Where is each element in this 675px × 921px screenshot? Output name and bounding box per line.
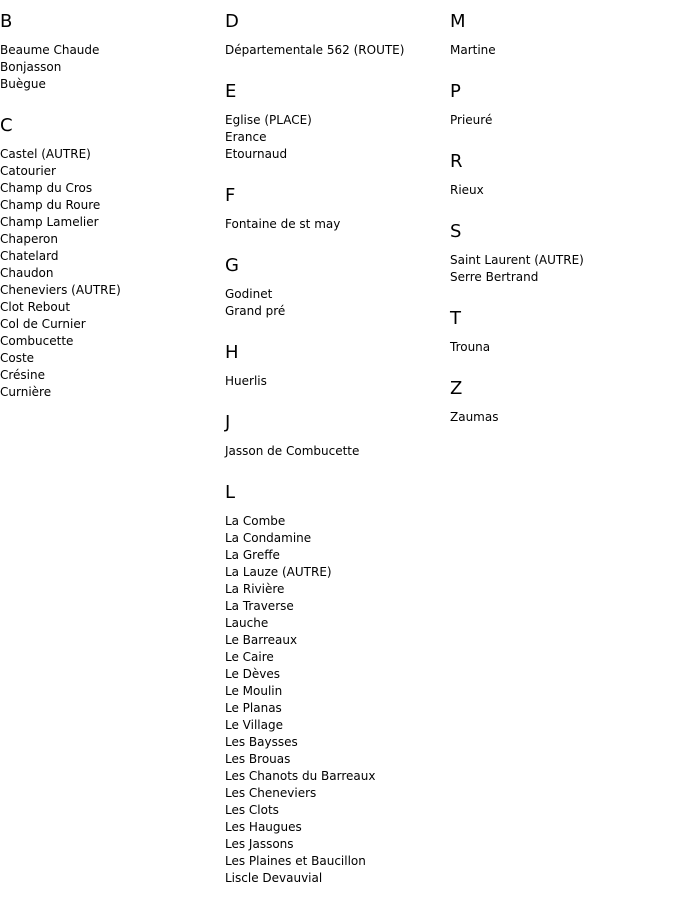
place-link[interactable]: Le Moulin [225, 684, 283, 698]
letter-heading: P [450, 81, 461, 102]
place-list [225, 513, 450, 887]
place-link[interactable]: Erance [225, 130, 267, 144]
place-link[interactable]: Les Baysses [225, 735, 298, 749]
letter-group [450, 11, 675, 59]
place-link[interactable]: Champ du Roure [0, 198, 101, 212]
letter-group [450, 308, 675, 356]
place-link[interactable]: Rieux [450, 183, 484, 197]
place-link[interactable]: Le Planas [225, 701, 282, 715]
letter-heading: J [225, 412, 231, 433]
place-link[interactable]: Castel (AUTRE) [0, 147, 91, 161]
place-link[interactable]: Départementale 562 (ROUTE) [225, 43, 405, 57]
place-link[interactable]: Godinet [225, 287, 273, 301]
index-column-1 [0, 0, 225, 401]
place-link[interactable]: Le Barreaux [225, 633, 298, 647]
place-list [450, 182, 675, 199]
place-list [225, 42, 450, 59]
letter-group [225, 185, 450, 233]
place-link[interactable]: Bonjasson [0, 60, 62, 74]
place-list [0, 146, 225, 401]
place-link[interactable]: Les Clots [225, 803, 279, 817]
letter-heading: F [225, 185, 236, 206]
place-link[interactable]: Coste [0, 351, 35, 365]
place-list [0, 42, 225, 93]
place-link[interactable]: Col de Curnier [0, 317, 86, 331]
place-link[interactable]: Champ du Cros [0, 181, 93, 195]
place-link[interactable]: Etournaud [225, 147, 288, 161]
place-link[interactable]: Le Dèves [225, 667, 281, 681]
place-link[interactable]: Le Village [225, 718, 283, 732]
place-link[interactable]: Les Chanots du Barreaux [225, 769, 376, 783]
place-link[interactable]: Catourier [0, 164, 56, 178]
letter-group [450, 81, 675, 129]
place-link[interactable]: Chatelard [0, 249, 59, 263]
index-column-2 [225, 0, 450, 887]
place-link[interactable]: Grand pré [225, 304, 286, 318]
letter-heading: C [0, 115, 13, 136]
letter-group [450, 378, 675, 426]
place-link[interactable]: Beaume Chaude [0, 43, 100, 57]
letter-heading: M [450, 11, 466, 32]
place-link[interactable]: La Condamine [225, 531, 312, 545]
place-link[interactable]: Le Caire [225, 650, 274, 664]
place-link[interactable]: Trouna [450, 340, 491, 354]
place-link[interactable]: Liscle Devauvial [225, 871, 323, 885]
place-link[interactable]: Zaumas [450, 410, 499, 424]
place-list [225, 373, 450, 390]
letter-heading: G [225, 255, 239, 276]
letter-group [0, 11, 225, 93]
place-link[interactable]: Champ Lamelier [0, 215, 99, 229]
place-link[interactable]: Jasson de Combucette [225, 444, 360, 458]
place-list [225, 216, 450, 233]
letter-group [225, 81, 450, 163]
place-link[interactable]: Cheneviers (AUTRE) [0, 283, 121, 297]
place-list [225, 286, 450, 320]
place-link[interactable]: Huerlis [225, 374, 267, 388]
letter-heading: B [0, 11, 13, 32]
place-list [225, 443, 450, 460]
place-link[interactable]: La Combe [225, 514, 286, 528]
place-link[interactable]: Chaudon [0, 266, 54, 280]
place-list [450, 112, 675, 129]
letter-group [225, 255, 450, 320]
letter-group [0, 115, 225, 401]
letter-group [225, 11, 450, 59]
place-link[interactable]: Les Brouas [225, 752, 291, 766]
letter-group [450, 151, 675, 199]
place-link[interactable]: Fontaine de st may [225, 217, 341, 231]
place-link[interactable]: Serre Bertrand [450, 270, 539, 284]
letter-heading: S [450, 221, 462, 242]
letter-heading: H [225, 342, 239, 363]
place-link[interactable]: Chaperon [0, 232, 58, 246]
letter-heading: Z [450, 378, 463, 399]
place-link[interactable]: Curnière [0, 385, 52, 399]
place-link[interactable]: Martine [450, 43, 496, 57]
place-link[interactable]: La Lauze (AUTRE) [225, 565, 332, 579]
place-link[interactable]: Eglise (PLACE) [225, 113, 312, 127]
letter-heading: D [225, 11, 239, 32]
place-list [450, 409, 675, 426]
place-link[interactable]: La Rivière [225, 582, 285, 596]
place-link[interactable]: Combucette [0, 334, 74, 348]
place-link[interactable]: Crésine [0, 368, 46, 382]
place-link[interactable]: La Greffe [225, 548, 280, 562]
place-link[interactable]: Buègue [0, 77, 46, 91]
letter-group [450, 221, 675, 286]
letter-heading: L [225, 482, 236, 503]
place-link[interactable]: Prieuré [450, 113, 493, 127]
index-column-3 [450, 0, 675, 426]
letter-heading: E [225, 81, 237, 102]
place-link[interactable]: La Traverse [225, 599, 294, 613]
letter-heading: R [450, 151, 463, 172]
place-link[interactable]: Les Jassons [225, 837, 294, 851]
place-list [450, 252, 675, 286]
letter-group [225, 342, 450, 390]
place-link[interactable]: Les Haugues [225, 820, 302, 834]
place-link[interactable]: Saint Laurent (AUTRE) [450, 253, 584, 267]
place-link[interactable]: Les Plaines et Baucillon [225, 854, 366, 868]
place-link[interactable]: Clot Rebout [0, 300, 71, 314]
place-list [225, 112, 450, 163]
place-link[interactable]: Lauche [225, 616, 269, 630]
letter-heading: T [450, 308, 461, 329]
place-link[interactable]: Les Cheneviers [225, 786, 317, 800]
place-list [450, 42, 675, 59]
letter-group [225, 412, 450, 460]
place-list [450, 339, 675, 356]
letter-group [225, 482, 450, 887]
